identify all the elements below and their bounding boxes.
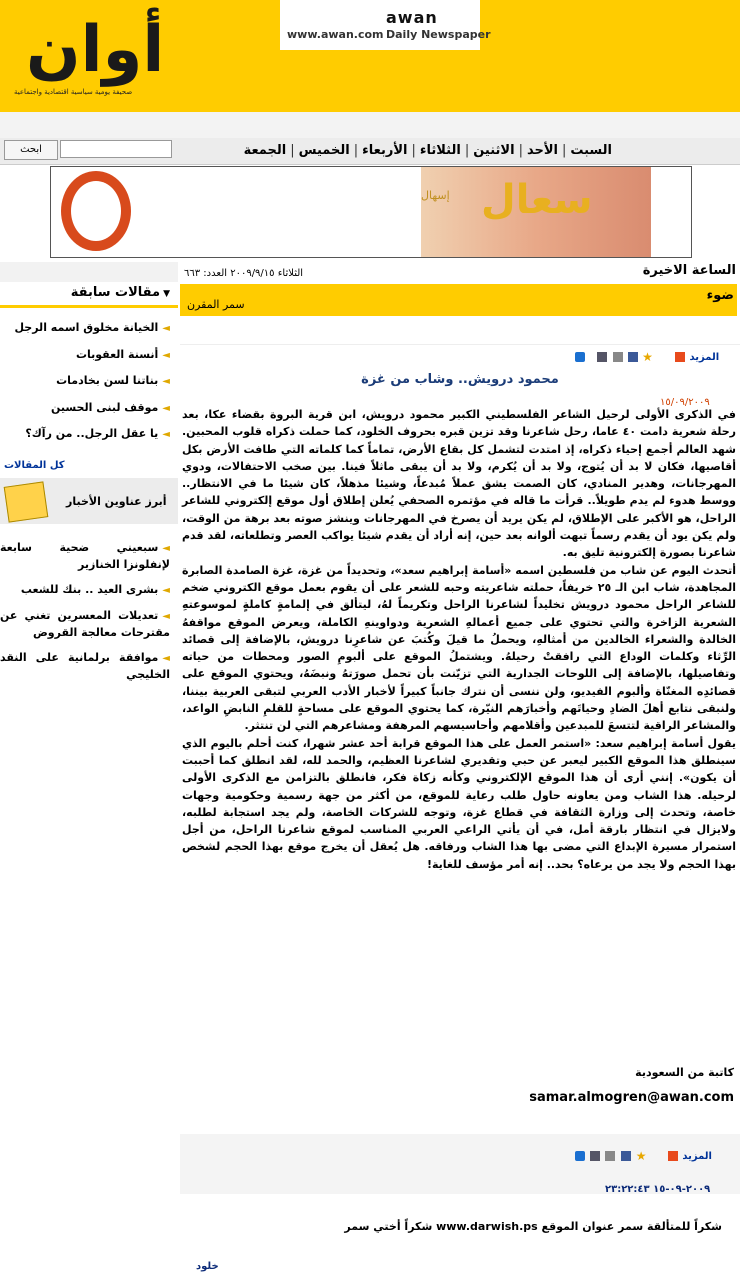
list-item[interactable] xyxy=(0,582,170,599)
header-band xyxy=(0,112,740,139)
facebook-icon[interactable] xyxy=(628,352,638,362)
separator: | xyxy=(464,143,470,158)
day-links xyxy=(244,143,612,158)
section-title: الساعة الاخيرة xyxy=(642,263,736,278)
ad-headline: سعال xyxy=(481,177,593,223)
print-icon[interactable] xyxy=(605,1151,615,1161)
issue-line: الثلاثاء ٢٠٠٩/٩/١٥ العدد: ٦٦٣ xyxy=(184,268,304,279)
site-url-link[interactable]: www.awan.com xyxy=(287,28,384,41)
list-item-label: موقف لبنى الحسين xyxy=(50,400,159,414)
comment-text: شكراً للمتألقة سمر عنوان الموقع www.darwish.ps شكراً أختي سمر xyxy=(344,1220,722,1233)
search-button[interactable]: ابحث xyxy=(4,140,58,160)
more-link[interactable]: المزيد xyxy=(689,352,720,363)
header-nameplate xyxy=(280,0,480,50)
star-icon[interactable]: ★ xyxy=(642,350,653,364)
list-item[interactable] xyxy=(0,345,170,372)
separator: | xyxy=(411,143,416,158)
list-item-label: بناتنا لسن بخادمات xyxy=(56,374,159,387)
article-paragraph: في الذكرى الأولى لرحيل الشاعر الفلسطيني الكبير محمود درويش، ابن قرية البروة بقضاء عكا، بعد رحلة شعرية دامت ٤٠ عاما، رحل شاعرنا وقد تزين قبره بحروف الخلود، كما حملت ذكراه قلوب المحبين. شهد العالم أجمع إحياء ذكراه، إذ امتدت لتشمل كل بقاع الأرض، تماماً كما كلماته التي طافت الأرض بكل أقاصيها، فكان لا بد أن يُتوج، ولا بد أن يُكرم، ولا بد أن يبقى ماثلاً فينا. بين صخب الاحتفالات، ودوي المهرجانات، وهدير المنادي، كان الصمت يشق عملاً مُبدعاً، وشيئا مذهلاً، كان شيئا ما في الانتظار.. ووسط هدوء لم يدم طويلاً.. قرأت ما قاله في مؤتمره الصحفي يُعلن إطلاق أول موقع إلكتروني للشاعر الراحل، هو الأكبر على الإطلاق، لم يكن يريد أن يصرخ في المهرجانات وينشز صوته بعد برهة من الوقت، ولم يكن يود أن يقدم رسماً تبهت ألوانه بعد حين، إنه أراد أن يقدم شيئا يواكب العصر وتطلعاته، لقد قدم شاعرنا بصورة إلكترونية تليق به. xyxy=(182,408,736,560)
latin-name: awan xyxy=(386,8,438,27)
article-tools xyxy=(574,352,719,363)
column-name: ضوء xyxy=(706,288,734,303)
comment-icon[interactable] xyxy=(575,352,585,362)
bullet-icon: ◄ xyxy=(162,376,170,387)
search-input[interactable] xyxy=(60,140,172,158)
list-item-label: يا عقل الرجل.. من رآك؟ xyxy=(25,427,159,440)
list-item[interactable] xyxy=(0,424,170,451)
list-item-label: سبعيني ضحية سابعة لإنفلونزا الخنازير xyxy=(0,541,170,571)
comment-body-box xyxy=(180,1200,740,1287)
add-icon[interactable] xyxy=(675,352,685,362)
bullet-icon: ◄ xyxy=(162,323,170,334)
newspaper-icon xyxy=(4,481,49,522)
email-icon[interactable] xyxy=(597,352,607,362)
banner-ad[interactable] xyxy=(50,166,692,258)
column-bar xyxy=(180,284,737,316)
bullet-icon: ◄ xyxy=(162,611,170,622)
headlines-label: أبرز عناوين الأخبار xyxy=(66,495,167,508)
list-item-label: موافقة برلمانية على النقد الخليجي xyxy=(0,651,170,681)
bullet-icon: ◄ xyxy=(162,543,170,554)
triangle-icon: ▼ xyxy=(163,289,170,299)
more-link[interactable]: المزيد xyxy=(682,1151,712,1162)
ad-subword: إسهال xyxy=(421,189,450,202)
comment-date: ٢٠٠٩-٠٩-١٥ ٢٣:٢٢:٤٣ xyxy=(605,1184,711,1195)
list-item[interactable] xyxy=(0,608,170,641)
separator: | xyxy=(353,143,359,158)
daily-label: Daily Newspaper xyxy=(386,28,491,41)
article-body xyxy=(182,406,736,873)
list-item[interactable] xyxy=(0,318,170,345)
list-item[interactable] xyxy=(0,650,170,683)
list-item[interactable] xyxy=(0,371,170,398)
headlines-list xyxy=(0,540,170,692)
bullet-icon: ◄ xyxy=(162,653,170,664)
separator: | xyxy=(518,143,523,158)
logo-subtitle: صحيفة يومية سياسية اقتصادية واجتماعية xyxy=(14,88,133,96)
comment-icon[interactable] xyxy=(575,1151,585,1161)
logo-text: أوان xyxy=(26,13,165,87)
list-item-label: بشرى العيد .. بنك للشعب xyxy=(20,583,159,596)
sidebar-rule xyxy=(0,305,178,308)
day-wednesday[interactable]: الأربعاء xyxy=(362,143,408,158)
article-paragraph: يقول أسامة إبراهيم سعد: «استمر العمل على هذا الموقع قرابة أحد عشر شهرا، كنت أحلم باليوم الذي سينطلق هذا الموقع الكبير ليعبر عن حبي وتقديري لشاعرنا العظيم، والحمد لله، لقد انطلق كما أحببت أن يكون». إنني أرى أن هذا الموقع الإلكتروني وكأنه زكاة فكر، فانطلق بالتزامن مع الذكرى الأولى لرحيله. هذا الشاب ومن يعاونه حاول طلب رعاية للموقع، من أكثر من جهة رسمية وحكومية وجهات خاصة، وتحدث إلى وزارة الثقافة في قطاع غزة، وتوجه للشركات الخاصة، ولم يجد استجابة لطلبه، ولايزال في انتظار بارقة أمل، في أن يأتي الراعي العربي المناسب لموقع شاعرنا الراحل، من أجل استمرار مسيرة الإبداع التي مضى بها هذا الشاب ورفاقه. هل يُعقل أن يخرج موقع بهذا الحجم لشخص بهذا الحجم ولا يجد من يرعاه؟ بحد.. إنه أمر مؤسف للغاية! xyxy=(182,736,736,871)
previous-articles-title xyxy=(71,285,170,300)
comment-tools xyxy=(574,1151,712,1162)
article-title: محمود درويش.. وشاب من غزة xyxy=(361,372,559,387)
star-icon[interactable]: ★ xyxy=(635,1149,647,1163)
separator: | xyxy=(561,143,567,158)
all-articles-link[interactable]: كل المقالات xyxy=(4,460,65,471)
facebook-icon[interactable] xyxy=(621,1151,631,1161)
day-friday[interactable]: الجمعة xyxy=(243,143,287,158)
bullet-icon: ◄ xyxy=(162,429,170,440)
previous-articles-list xyxy=(0,318,170,451)
day-monday[interactable]: الاثنين xyxy=(473,143,515,158)
ad-badge-center xyxy=(71,181,121,241)
bullet-icon: ◄ xyxy=(162,349,170,361)
bullet-icon: ◄ xyxy=(162,402,170,414)
email-icon[interactable] xyxy=(590,1151,600,1161)
comment-author[interactable]: خلود xyxy=(196,1261,219,1272)
separator: | xyxy=(290,143,295,158)
list-item-label: تعديلات المعسرين تغني عن مقترحات معالجة القروض xyxy=(0,609,170,639)
add-icon[interactable] xyxy=(668,1151,678,1161)
day-thursday[interactable]: الخميس xyxy=(298,143,350,158)
list-item[interactable] xyxy=(0,398,170,425)
sidebar-strip xyxy=(0,262,178,282)
previous-articles-label: مقالات سابقة xyxy=(70,285,161,300)
bullet-icon: ◄ xyxy=(162,585,170,596)
day-tuesday[interactable]: الثلاثاء xyxy=(419,143,461,158)
ad-badge-icon xyxy=(61,171,131,251)
author-name[interactable]: سمر المقرن xyxy=(187,298,245,311)
print-icon[interactable] xyxy=(613,352,623,362)
list-item-label: الخيانة مخلوق اسمه الرجل xyxy=(14,321,159,334)
author-email[interactable]: samar.almogren@awan.com xyxy=(529,1090,734,1105)
article-paragraph: أتحدث اليوم عن شاب من فلسطين اسمه «أسامة إبراهيم سعد»، وتحديداً من غزة، غزة الصامدة الصابرة المجاهدة، شاب ابن الـ ٢٥ خريفاً، حملته شاعريته وحبه للشعر على أن يقوم بعمل موقع الكتروني ضخم للشاعر الراحل محمود درويش تخليداً لشاعرنا الراحل وتكريماً لهُ، ليتألق في إلمامةٍ كاملةٍ لموسوعتهِ الشعرية الزاخرة والتي تحتوي على جميع أعمالهِ الشعرية ودواوينهِ الكاملة، ويعرض الموقع مواقفهُ الخالدة والشعراء الخالدين من أمثالهِ، ويحملُ ما قيلَ وكُتبَ عن شاعرِنا درويش، بالإضافة إلى قصائد الرِّثاء وكلمات الوداع التي رافقتْ رحيلهُ. ويشتملُ الموقع على ألبومِ الصور ومحطات من حياته وتفاصيلها، بالإضافة إلى اللوحات الجدارية التي تزيّنت بأن تحمل صورَتهُ ونبضَهُ، ويحتوي الموقع على قصائدِه المغنّاة وألبوم الفيديو، ولن ننسى أن نترك جانباً كبيراً لأخبار الأدب العربي لتبقى العربية بيننا، ولنبقى نتابع أهلَ الضادِ وحياتَهم وأخبارَهم النيّرة، كما يحتوي الموقع على مساحةٍ للقلمِ النابضِ الواعد، والمشاعر الراقية لتتسعَ للمبدعين وأقلامهم وأحاسيسهم المرهفة ومشاعرهم التي لن تنتثر. xyxy=(182,563,736,733)
list-item[interactable] xyxy=(0,540,170,573)
day-sunday[interactable]: الأحد xyxy=(526,143,558,158)
list-item-label: أنسنة العقوبات xyxy=(75,347,159,361)
day-saturday[interactable]: السبت xyxy=(570,143,612,158)
article-date: ١٥/٠٩/٢٠٠٩ xyxy=(660,397,710,408)
author-signature: كاتبة من السعودية xyxy=(635,1066,734,1079)
